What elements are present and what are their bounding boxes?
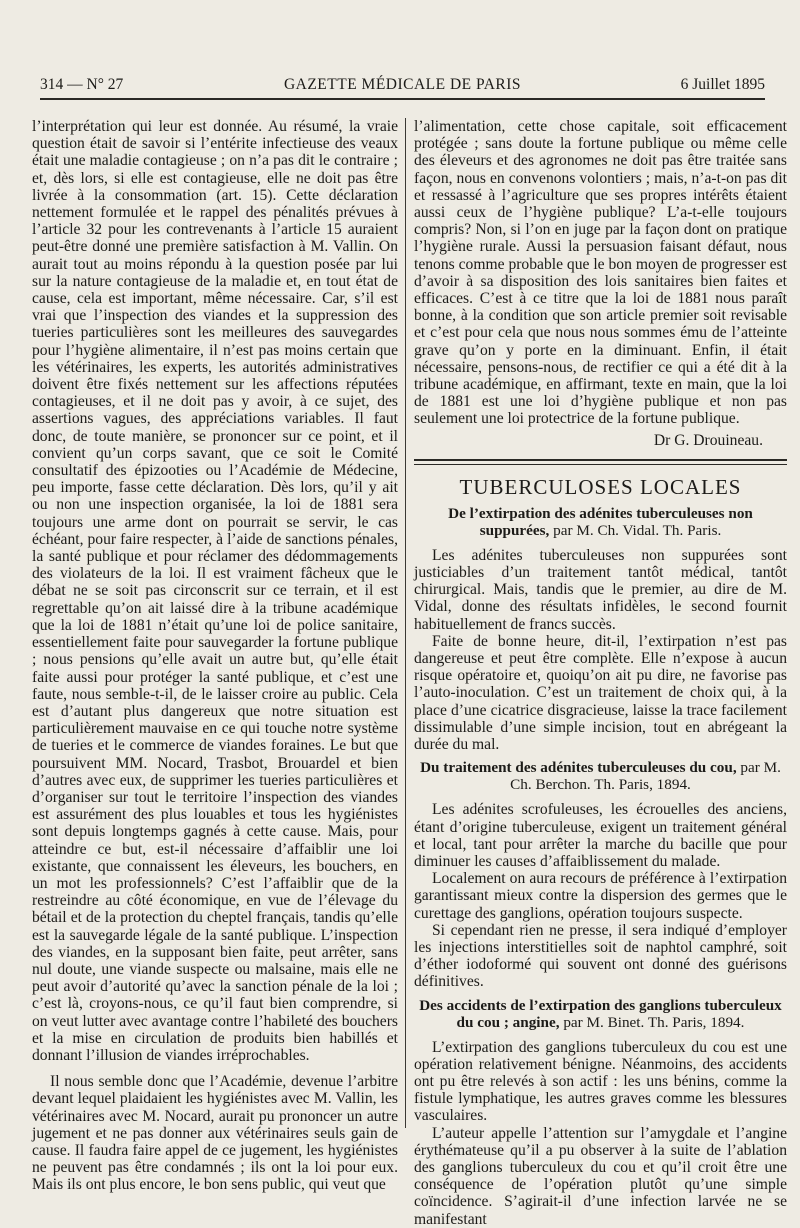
paragraph: L’auteur appelle l’attention sur l’amygdale et l’angine érythémateuse qu’il a pu observer à la suite de l’ablation des ganglions tuberculeux du cou et qu’il croit être une conséquence de l’opération plutôt qu’une simple coïncidence. S’agirait-il d’une infection larvée ne se manifestant bbox=[414, 1124, 787, 1228]
article-heading: De l’extirpation des adénites tuberculeuses non suppurées, bbox=[448, 504, 753, 539]
paragraph: L’extirpation des ganglions tuberculeux du cou est une opération relativement bénigne. Néanmoins, des accidents ont pu être relevés à son actif : les uns bénins, comme la fistule lymphatique, les autres graves comme les blessures vasculaires. bbox=[414, 1038, 787, 1125]
article-byline: par M. Binet. Th. Paris, 1894. bbox=[563, 1013, 745, 1031]
paragraph: Si cependant rien ne presse, il sera indiqué d’employer les injections interstitielles soit de naphtol camphré, soit d’éther iodoformé qui souvent ont donné des guérisons définitives. bbox=[414, 921, 787, 991]
section-rule bbox=[414, 459, 787, 465]
paragraph: l’alimentation, cette chose capitale, soit efficacement protégée ; sans doute la fortune publique ou même celle des éleveurs et des agronomes ne doit pas être traitée sans façon, nous en convenons volontiers ; mais, n’a-t-on pas dit et ressassé à l’agriculture que ses propres intérêts étaient aussi ceux de l’hygiène publique? L’a-t-elle toujours compris? Non, si l’on en juge par la façon dont on pratique l’hygiène rurale. Aussi la persuasion faisant défaut, nous tenons comme probable que le bon moyen de progresser est d’avoir à sa disposition des lois sanitaires bien faites et efficaces. C’est à ce titre que la loi de 1881 nous paraît bonne, à la condition que son article premier soit revisable et c’est pour cela que nous nous sommes ému de l’atteinte grave qu’on y porte en la diminuant. Enfin, il était nécessaire, pensons-nous, de rectifier ce qui a été dit à la tribune académique, en affirmant, texte en main, que la loi de 1881 est une loi d’hygiène publique et non pas seulement une loi protectrice de la fortune publique. bbox=[414, 118, 787, 428]
paragraph: Faite de bonne heure, dit-il, l’extirpation n’est pas dangereuse et peut être complète. Elle n’expose à aucun risque opératoire et, quoiqu’on ait pu dire, ne favorise pas l’auto-inoculation. C’est un traitement de choix qui, à la place d’une cicatrice disgracieuse, laisse la trace facilement dissimulable d’une simple incision, tout en abrégeant la durée du mal. bbox=[414, 632, 787, 754]
article-heading: Des accidents de l’extirpation des ganglions tuberculeux du cou ; angine, bbox=[419, 996, 782, 1031]
issue-date: 6 Juillet 1895 bbox=[680, 76, 765, 93]
article-byline: par M. Ch. Vidal. Th. Paris. bbox=[553, 521, 722, 539]
paragraph: Les adénites scrofuleuses, les écrouelles des anciens, étant d’origine tuberculeuse, exigent un traitement général et local, tant pour arrêter la marche du bacille que pour diminuer les causes d’affaiblissement du malade. bbox=[414, 801, 787, 870]
journal-title: GAZETTE MÉDICALE DE PARIS bbox=[283, 76, 522, 93]
page-number: 314 — N° 27 bbox=[40, 76, 124, 93]
column-divider bbox=[405, 118, 406, 1128]
article-byline: par M. Ch. Berchon. Th. Paris, 1894. bbox=[510, 759, 781, 794]
paragraph: l’interprétation qui leur est donnée. Au résumé, la vraie question était de savoir si l’entérite infectieuse des veaux était une maladie contagieuse ; on n’a pas dit le contraire ; et, dès lors, si elle est contagieuse, elle ne doit pas être livrée à la consommation (art. 15). Cette déclaration nettement formulée et le rappel des pénalités prévues à l’article 32 pour les contrevenants à l’article 15 auraient peut-être donné une première satisfaction à M. Vallin. On aurait tout au moins répondu à la question posée par lui sur la nature contagieuse de la maladie et, en tout état de cause, cela est important, même nécessaire. Car, s’il est vrai que l’inspection des viandes et la suppression des tueries particulières sont les meilleures des sauvegardes pour l’hygiène alimentaire, il n’est pas moins certain que les vétérinaires, les experts, les autorités administratives doivent être fixés nettement sur les affections réputées contagieuses, et il ne doit pas y avoir, à ce sujet, des assertions vagues, des appréciations variables. Il faut donc, de toute manière, se prononcer sur ce point, et il convient qu’un corps savant, que ce soit le Comité consultatif des épizooties ou l’Académie de Médecine, peu importe, fasse cette déclaration. Dès lors, qu’il y ait ou non une inspection organisée, la loi de 1881 sera toujours une arme dont on pourrait se servir, le cas échéant, pour faire respecter, à l’aide de sanctions pénales, la santé publique et pour réclamer des dédommagements des violateurs de la loi. Il est vraiment fâcheux que le débat ne se soit pas circonscrit sur ce terrain, et il est regrettable qu’on ait laissé dire à la tribune académique que la loi de 1881 n’était qu’une loi de police sanitaire, essentiellement faite pour sauvegarder la fortune publique ; nous pensions qu’elle avait un autre but, qu’elle était faite aussi pour protéger la santé publique, et c’est une faute, nous semble-t-il, de le laisser croire au public. Cela est d’autant plus dangereux que notre situation est particulièrement mauvaise en ce qui touche notre système de tueries et le commerce de viandes foraines. Le but que poursuivent MM. Nocard, Trasbot, Brouardel et bien d’autres avec eux, de supprimer les tueries particulières et d’organiser sur tout le territoire l’inspection des viandes est assurément des plus louables et tous les hygiénistes sont depuis longtemps gagnés à cette cause. Mais, pour atteindre ce but, est-il nécessaire d’affaiblir une loi existante, que connaissent les éleveurs, les bouchers, en un mot les professionnels? C’est l’affaiblir que de la restreindre au côté économique, en vue de l’élevage du bétail et de la protection du cheptel français, tandis qu’elle est la sauvegarde légale de la santé publique. L’inspection des viandes, en la supposant bien faite, peut arrêter, sans nul doute, une viande suspecte ou malsaine, mais elle ne peut avoir d’autorité qu’avec la sanction pénale de la loi ; c’est là, croyons-nous, ce qu’il faut bien comprendre, si on veut lutter avec avantage contre l’habileté des bouchers et la mise en circulation de produits bien habillés et donnant l’illusion de viandes irréprochables. bbox=[32, 118, 398, 1064]
article-title bbox=[414, 759, 787, 793]
paragraph: Localement on aura recours de préférence à l’extirpation garantissant mieux contre la dispersion des germes que le curettage des ganglions, opération toujours suspecte. bbox=[414, 870, 787, 922]
section-title: TUBERCULOSES LOCALES bbox=[459, 474, 742, 499]
author-signature: Dr G. Drouineau. bbox=[653, 431, 763, 449]
article-title bbox=[414, 505, 787, 539]
paragraph: Il nous semble donc que l’Académie, devenue l’arbitre devant lequel plaidaient les hygiénistes avec M. Vallin, les vétérinaires avec M. Nocard, aurait pu prononcer un autre jugement et ne pas donner aux vétérinaires seuls gain de cause. Il faudra faire appel de ce jugement, les hygiénistes ne peuvent pas être condamnés ; ils ont la loi pour eux. Mais ils ont plus encore, le bon sens public, qui veut que bbox=[32, 1073, 398, 1194]
page-header bbox=[40, 76, 765, 100]
article-heading: Du traitement des adénites tuberculeuses du cou, bbox=[420, 759, 737, 777]
article-title bbox=[414, 997, 787, 1031]
paragraph: Les adénites tuberculeuses non suppurées sont justiciables d’un traitement tantôt médical, tantôt chirurgical. Mais, tandis que le premier, au dire de M. Vidal, donne des résultats infidèles, le second fournit habituellement de francs succès. bbox=[414, 546, 787, 633]
right-column bbox=[414, 118, 787, 1228]
left-column bbox=[32, 118, 398, 1194]
